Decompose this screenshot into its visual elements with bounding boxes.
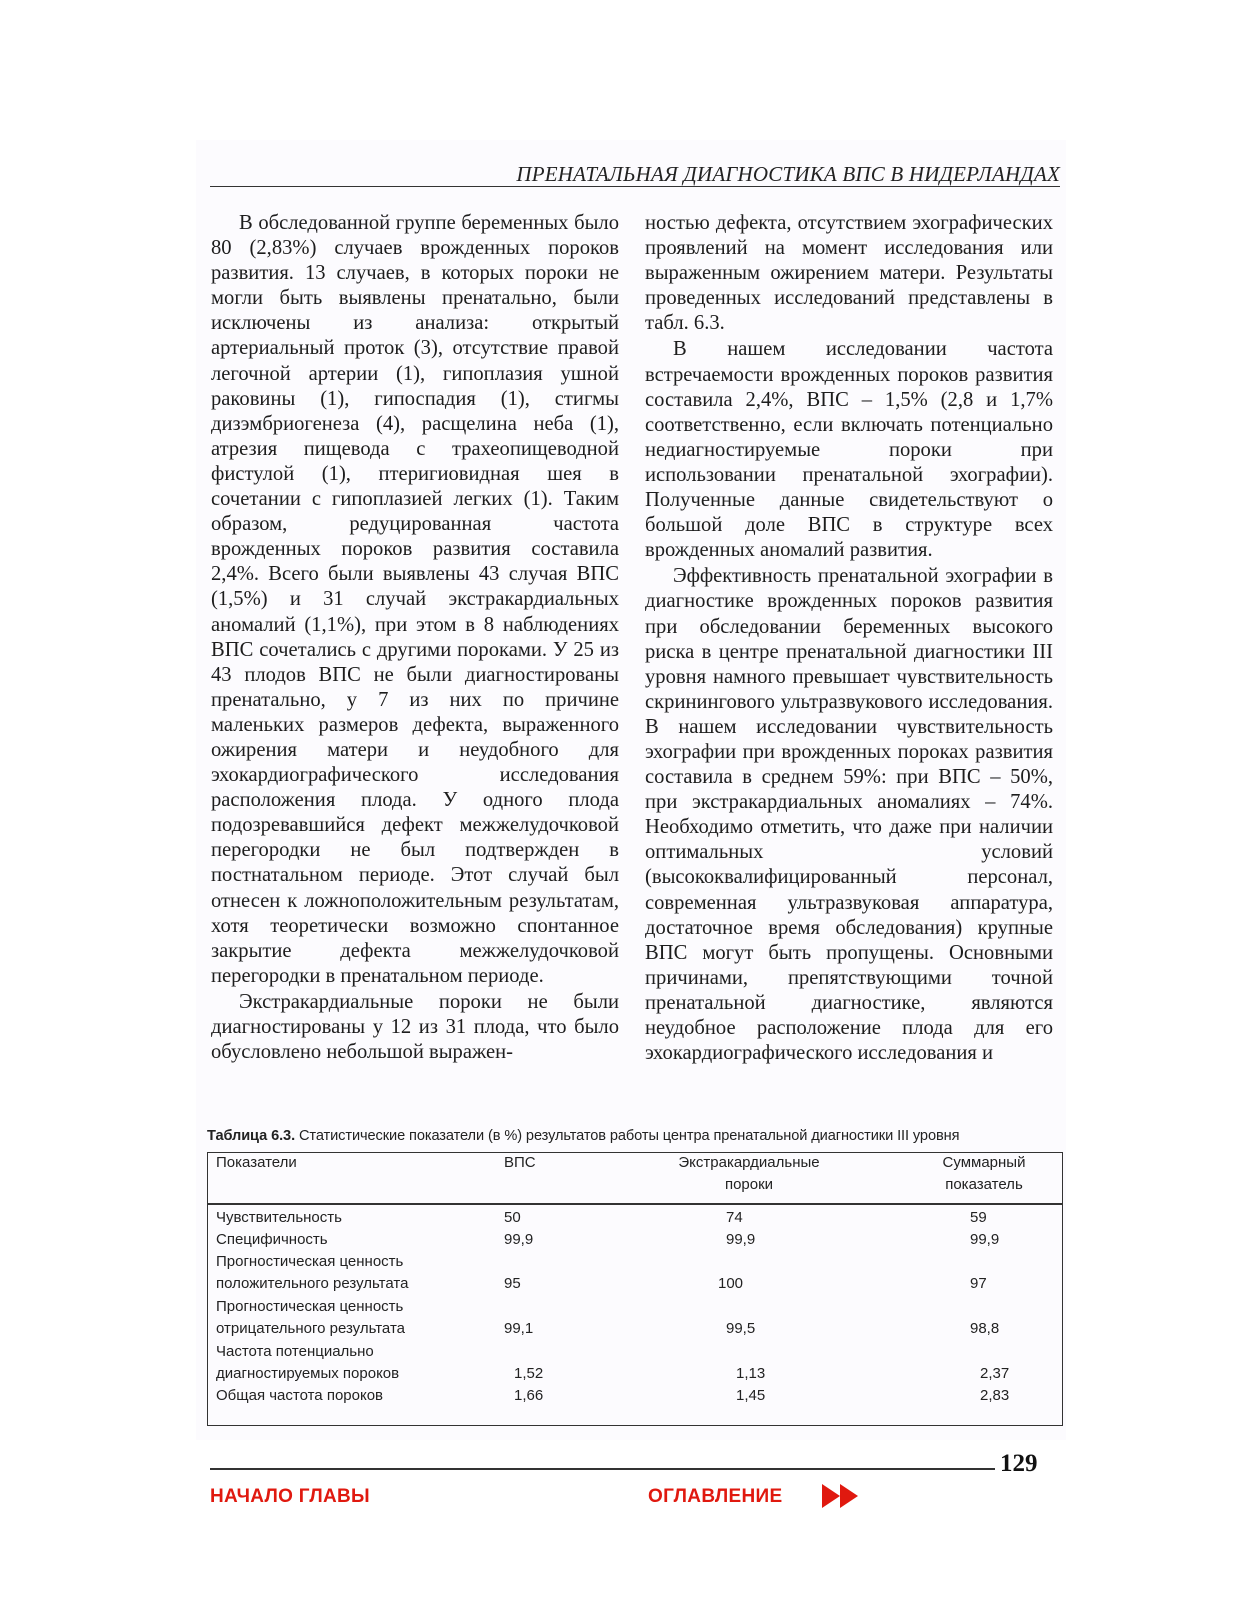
cell-total: 99,9 (970, 1231, 1000, 1248)
table-caption (207, 1128, 1067, 1144)
running-title: ПРЕНАТАЛЬНАЯ ДИАГНОСТИКА ВПС В НИДЕРЛАНДАХ (516, 162, 1060, 186)
cell-extracardiac: 99,9 (726, 1231, 756, 1248)
table-caption-text: Статистические показатели (в %) результатов работы центра пренатальной диагностики III уровня (295, 1128, 960, 1144)
cell-total: 98,8 (970, 1320, 1000, 1337)
header-extracardiac-line2: пороки (724, 1176, 774, 1193)
statistics-table (207, 1152, 1063, 1426)
table-caption-label: Таблица 6.3. (207, 1128, 296, 1144)
cell-vps: 99,1 (504, 1320, 534, 1337)
header-total-line1: Суммарный (942, 1154, 1026, 1171)
cell-total: 59 (970, 1209, 987, 1226)
cell-vps: 99,9 (504, 1231, 534, 1248)
header-vps: ВПС (504, 1154, 536, 1171)
paragraph: Эффективность пренатальной эхографии в диагностике врожденных пороков развития при обследовании беременных высокого риска в центре пренатальной диагностики III уровня намного превышает чувствительность скринингового ультразвукового исследования. В нашем исследовании чувствительность эхографии при врожденных пороках развития составила в среднем 59%: при ВПС – 50%, при экстракардиальных аномалиях – 74%. Необходимо отметить, что даже при наличии оптимальных условий (высококвалифицированный персонал, современная ультразвуковая аппаратура, достаточное время обследования) крупные ВПС могут быть пропущены. Основными причинами, препятствующими точной пренатальной диагностике, являются неудобное расположение плода для его эхокардиографического исследования и (645, 565, 1053, 1065)
row-label: Прогностическая ценность (216, 1253, 404, 1270)
header-extracardiac-line1: Экстракардиальные (678, 1154, 820, 1171)
table-header-divider (208, 1203, 1062, 1205)
cell-extracardiac: 100 (718, 1275, 744, 1292)
table-of-contents-link[interactable]: ОГЛАВЛЕНИЕ (648, 1486, 783, 1507)
text-column-right (645, 211, 1053, 1066)
cell-extracardiac: 99,5 (726, 1320, 756, 1337)
cell-total: 97 (970, 1275, 987, 1292)
header-divider (210, 186, 1060, 187)
double-arrow-right-icon[interactable] (822, 1482, 862, 1510)
cell-extracardiac: 1,13 (736, 1365, 766, 1382)
cell-total: 2,83 (980, 1387, 1010, 1404)
paragraph: ностью дефекта, отсутствием эхографических проявлений на момент исследования или выраженным ожирением матери. Результаты проведенных исследований представлены в табл. 6.3. (645, 212, 1053, 335)
row-label-cont: диагностируемых пороков (216, 1365, 400, 1382)
header-total-line2: показатель (945, 1176, 1023, 1193)
row-label: Чувствительность (216, 1209, 342, 1226)
row-label: Прогностическая ценность (216, 1298, 404, 1315)
row-label: Частота потенциально (216, 1343, 374, 1360)
row-label-cont: положительного результата (216, 1275, 409, 1292)
cell-total: 2,37 (980, 1365, 1010, 1382)
cell-vps: 1,52 (514, 1365, 544, 1382)
cell-extracardiac: 74 (726, 1209, 743, 1226)
cell-vps: 95 (504, 1275, 521, 1292)
page-number: 129 (1000, 1450, 1038, 1477)
header-indicator: Показатели (216, 1154, 297, 1171)
cell-vps: 50 (504, 1209, 521, 1226)
paragraph: В обследованной группе беременных было 80 (2,83%) случаев врожденных пороков развития. 13 случаев, в которых пороки не могли быть выявлены пренатально, были исключены из анализа: открытый артериальный проток (3), отсутствие правой легочной артерии (1), гипоплазия ушной раковины (1), гипоспадия (1), стигмы дизэмбриогенеза (4), расщелина неба (1), атрезия пищевода с трахеопищеводной фистулой (1), птеригиовидная шея в сочетании с гипоплазией легких (1). Таким образом, редуцированная частота врожденных пороков развития составила 2,4%. Всего были выявлены 43 случая ВПС (1,5%) и 31 случай экстракардиальных аномалий (1,1%), при этом в 8 наблюдениях ВПС сочетались с другими пороками. У 25 из 43 плодов ВПС не были диагностированы пренатально, у 7 из них по причине маленьких размеров дефекта, выраженного ожирения матери и неудобного для эхокардиографического исследования расположения плода. У одного плода подозревавшийся дефект межжелудочковой перегородки не был подтвержден в постнатальном периоде. Этот случай был отнесен к ложноположительным результатам, хотя теоретически возможно спонтанное закрытие дефекта межжелудочковой перегородки в пренатальном периоде. (211, 212, 619, 987)
cell-extracardiac: 1,45 (736, 1387, 766, 1404)
row-label: Специфичность (216, 1231, 328, 1248)
paragraph: Экстракардиальные пороки не были диагностированы у 12 из 31 плода, что было обусловлено небольшой выражен- (211, 990, 619, 1064)
chapter-start-link[interactable]: НАЧАЛО ГЛАВЫ (210, 1486, 370, 1507)
text-column-left (211, 211, 619, 1065)
footer-divider (210, 1468, 995, 1470)
row-label-cont: отрицательного результата (216, 1320, 405, 1337)
row-label: Общая частота пороков (216, 1387, 384, 1404)
cell-vps: 1,66 (514, 1387, 544, 1404)
paragraph: В нашем исследовании частота встречаемости врожденных пороков развития составила 2,4%, ВПС – 1,5% (2,8 и 1,7% соответственно, если включать потенциально недиагностируемые пороки при использовании пренатальной эхографии). Полученные данные свидетельствуют о большой доле ВПС в структуре всех врожденных аномалий развития. (645, 338, 1053, 562)
